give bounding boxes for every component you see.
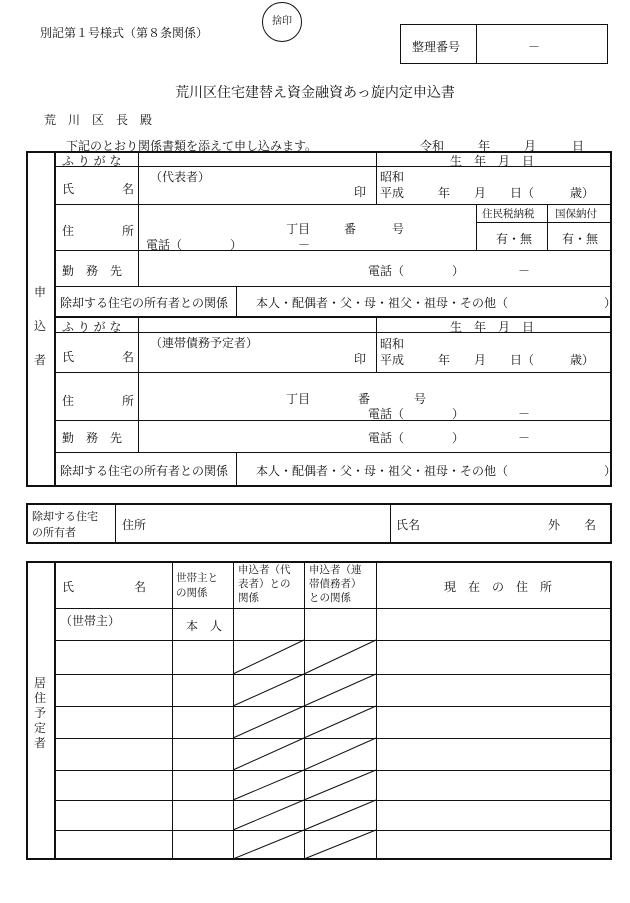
date-era[interactable]: 令和: [420, 139, 445, 153]
slash-line: [304, 640, 376, 674]
insurance-paid-label: 国保納付: [555, 208, 597, 220]
applicant-go: 号: [392, 222, 405, 236]
applicant-address-label: 住 所: [62, 224, 135, 238]
joint-phone[interactable]: 電話（ ）: [368, 407, 465, 421]
applicant-relation-options[interactable]: 本人・配偶者・父・母・祖父・祖母・その他（ ）: [256, 296, 617, 310]
applicant-seal: 印: [354, 185, 367, 199]
slash-line: [304, 800, 376, 830]
col-joint-relation-header: 申込者（連 帯債務者） との関係: [309, 564, 362, 604]
joint-phone-dash: －: [518, 407, 531, 421]
slash-line: [233, 800, 304, 830]
joint-go: 号: [414, 392, 427, 406]
applicant-phone-dash: －: [298, 238, 311, 252]
slash-line: [304, 770, 376, 800]
slash-line: [304, 738, 376, 770]
applicant-relation-label: 除却する住宅の所有者との関係: [60, 296, 229, 310]
registration-number-label: 整理番号: [412, 40, 461, 54]
col-name-header: 氏 名: [62, 580, 147, 594]
joint-work-phone-dash: －: [518, 431, 531, 445]
owner-label-line2: の所有者: [32, 526, 76, 539]
owner-label-line1: 除却する住宅: [32, 510, 98, 523]
intro-text: 下記のとおり関係書類を添えて申し込みます。: [66, 139, 318, 153]
col-rep-relation-header: 申込者（代 表者）との 関係: [238, 564, 291, 604]
slash-line: [233, 640, 304, 674]
tax-paid-label: 住民税納税: [482, 208, 535, 220]
date-year[interactable]: 年: [478, 139, 491, 153]
applicant-era-showa[interactable]: 昭和: [380, 170, 405, 184]
date-day[interactable]: 日: [572, 139, 585, 153]
applicant-rep-note: （代表者）: [150, 170, 211, 184]
owner-address-label: 住所: [122, 518, 147, 532]
applicant-work-label: 勤 務 先: [62, 264, 123, 278]
slash-line: [233, 674, 304, 706]
joint-work-label: 勤 務 先: [62, 431, 123, 445]
slash-line: [233, 706, 304, 738]
col-address-header: 現 在 の 住 所: [444, 580, 553, 594]
registration-number-value[interactable]: －: [528, 40, 541, 54]
joint-name-label: 氏 名: [62, 350, 135, 364]
joint-birth-header: 生 年 月 日: [450, 320, 535, 334]
joint-address-label: 住 所: [62, 394, 135, 408]
owner-name-label: 氏名: [396, 518, 421, 532]
joint-furigana-label: ふ り が な: [62, 320, 122, 334]
joint-chome: 丁目: [286, 392, 311, 406]
addressee: 荒 川 区 長 殿: [44, 113, 153, 127]
slash-line: [233, 770, 304, 800]
col-head-relation-header: 世帯主と の関係: [176, 572, 218, 599]
applicant-chome: 丁目: [286, 222, 311, 236]
joint-era-heisei[interactable]: 平成: [380, 353, 405, 367]
slash-line: [304, 706, 376, 738]
applicant-birth-header: 生 年 月 日: [450, 154, 535, 168]
applicant-work-phone-dash: －: [518, 264, 531, 278]
slash-line: [233, 738, 304, 770]
form-title: 荒川区住宅建替え資金融資あっ旋内定申込書: [175, 85, 455, 101]
slash-line: [233, 830, 304, 859]
discard-seal-label: 捨印: [272, 16, 292, 27]
slash-line: [304, 674, 376, 706]
joint-relation-options[interactable]: 本人・配偶者・父・母・祖父・祖母・その他（ ）: [256, 464, 617, 478]
applicant-side-label: 申込者: [33, 285, 46, 367]
applicant-ban: 番: [344, 222, 357, 236]
applicant-name-label: 氏 名: [62, 182, 135, 196]
joint-birth-date[interactable]: 年 月 日（ 歳）: [438, 353, 595, 367]
applicant-era-heisei[interactable]: 平成: [380, 186, 405, 200]
head-of-household-row-name: （世帯主）: [60, 614, 121, 628]
residents-side-label: 居住予定者: [33, 676, 46, 750]
joint-era-showa[interactable]: 昭和: [380, 337, 405, 351]
joint-debtor-note: （連帯債務予定者）: [150, 336, 259, 350]
slash-line: [304, 830, 376, 859]
applicant-birth-date[interactable]: 年 月 日（ 歳）: [438, 186, 595, 200]
joint-work-phone[interactable]: 電話（ ）: [368, 431, 465, 445]
form-number: 別記第１号様式（第８条関係）: [40, 26, 209, 40]
joint-seal: 印: [354, 352, 367, 366]
tax-paid-choice[interactable]: 有・無: [496, 232, 533, 246]
head-of-household-row-relation: 本 人: [186, 619, 223, 633]
applicant-work-phone[interactable]: 電話（ ）: [368, 264, 465, 278]
joint-ban: 番: [358, 392, 371, 406]
joint-relation-label: 除却する住宅の所有者との関係: [60, 464, 229, 478]
owner-others: 外 名: [548, 518, 597, 532]
insurance-paid-choice[interactable]: 有・無: [562, 232, 599, 246]
date-month[interactable]: 月: [524, 139, 537, 153]
applicant-phone[interactable]: 電話（ ）: [146, 238, 243, 252]
applicant-furigana-label: ふ り が な: [62, 154, 122, 168]
